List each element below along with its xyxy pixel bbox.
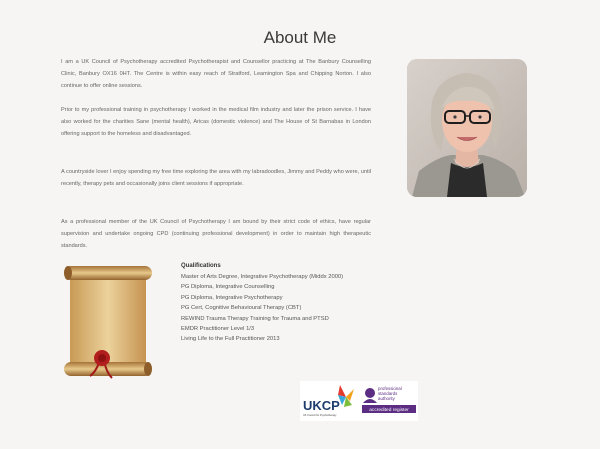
qualification-item: REWIND Trauma Therapy Training for Trauma and PTSD [181, 315, 329, 322]
ukcp-logo [303, 385, 354, 417]
qualifications-heading: Qualifications [181, 263, 221, 269]
svg-text:authority: authority [378, 396, 395, 401]
qualification-item: PG Diploma, Integrative Counselling [181, 284, 275, 291]
svg-text:UKCP: UKCP [303, 398, 340, 413]
membership-paragraph: As a professional member of the UK Council of Psychotherapy I am bound by their strict code of ethics, have regular supervision and undertake ongoing CPD (continuing professional development) in order to maintain high therapeutic standards. [61, 219, 371, 249]
qualification-item: EMDR Practitioner Level 1/3 [181, 326, 255, 333]
qualifications-list [181, 263, 401, 345]
intro-paragraph: I am a UK Council of Psychotherapy accredited Psychotherapist and Counsellor practicing at The Banbury Counselling Clinic, Banbury OX16 0HT. The Centre is within easy reach of Stratford, Leamington Spa and Chipping Norton. I also continue to offer online sessions. [61, 59, 371, 89]
qualification-item: Master of Arts Degree, Integrative Psychotherapy (Middx 2000) [181, 274, 344, 280]
svg-text:accredited register: accredited register [369, 408, 409, 413]
qualification-item: PG Diploma, Integrative Psychotherapy [181, 294, 283, 301]
personal-paragraph: A countryside lover I enjoy spending my free time exploring the area with my labradoodles, Jimmy and Peddy who were, until recently, therapy pets and occasionally joins client sessions if appropriate. [61, 169, 371, 187]
accreditation-badges [300, 381, 418, 421]
qualification-item: PG Cert, Cognitive Behavioural Therapy (CBT) [181, 305, 302, 312]
psa-logo [362, 386, 416, 413]
svg-text:UK Council for Psychotherapy: UK Council for Psychotherapy [303, 414, 337, 417]
page-title: About Me [263, 28, 337, 47]
svg-text:professional: professional [378, 386, 402, 391]
background-paragraph: Prior to my professional training in psychotherapy I worked in the medical film industry and later the prison service. I have also worked for the charities Sane (mental health), Aricas (domestic violence) and The House of St Barnabas in London offering support to the homeless and disadvantaged. [61, 107, 371, 137]
portrait-photo [407, 59, 527, 197]
qualification-item: Living Life to the Full Practitioner 2013 [181, 336, 280, 343]
parchment-scroll-icon [60, 264, 156, 380]
svg-text:standards: standards [378, 391, 398, 396]
